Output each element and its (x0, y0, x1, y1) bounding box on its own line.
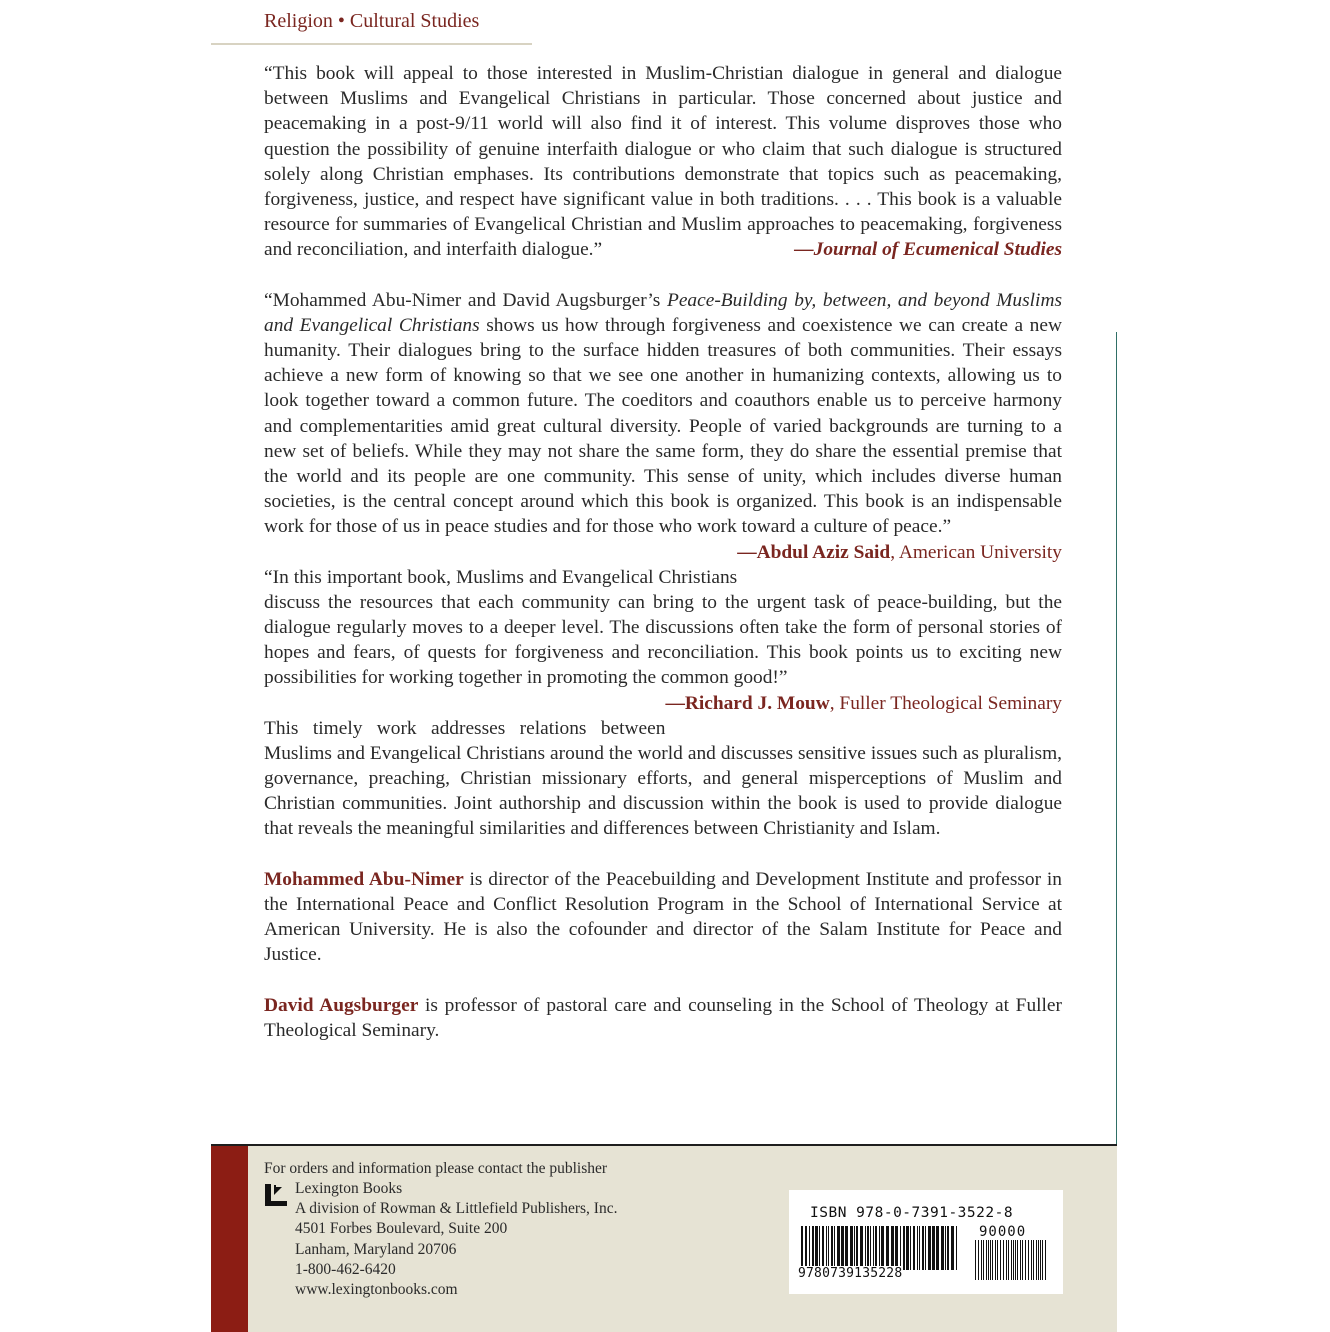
blurb-2-text-after: shows us how through forgiveness and coexistence we can create a new humanity. Their dialogues bring to the surface hidden treasures of both communities. Their essays achieve a new form of knowing so that we see one another in humanizing contexts, allowing us to look together toward a common future. The coeditors and coauthors enable us to perceive harmony and complementarities amid great cultural diversity. People of varied backgrounds are turning to a new set of beliefs. While they may not share the same form, they do share the essential premise that the world and its people are one community. This sense of unity, which includes diverse human societies, is the central concept around which this book is organized. This book is an indispensable work for those of us in peace studies and for those who work toward a culture of peace.” (264, 314, 1062, 538)
back-cover-text (264, 61, 1062, 1068)
address-line: 1-800-462-6420 (295, 1260, 396, 1278)
book-title: Peace-Building by, between, and beyond Muslims and Evangelical Christians (264, 289, 1062, 336)
address-line: 4501 Forbes Boulevard, Suite 200 (295, 1220, 508, 1238)
contact-line: For orders and information please contact the publisher (264, 1160, 608, 1177)
author-name-1: Mohammed Abu-Nimer (264, 868, 464, 890)
address-line: Lexington Books (295, 1180, 403, 1197)
publisher-address (295, 1179, 695, 1300)
blurb-3 (264, 565, 1062, 714)
lexington-books-logo-icon (264, 1183, 288, 1209)
spine-edge-rule (1116, 332, 1117, 1145)
footer-accent-bar (211, 1146, 248, 1332)
price-code: 90000 (979, 1224, 1027, 1240)
isbn-barcode (789, 1190, 1063, 1294)
author-bio-2 (264, 993, 1062, 1043)
blurb-3-source: —Richard J. Mouw, Fuller Theological Seminary (665, 692, 1062, 714)
book-description: This timely work addresses relations between Muslims and Evangelical Christians around the world and discusses sensitive issues such as pluralism, governance, preaching, Christian missionary efforts, and general misperceptions of Muslim and Christian communities. Joint authorship and discussion within the book is used to provide dialogue that reveals the meaningful similarities and differences between Christianity and Islam. (264, 717, 1062, 840)
book-category: Religion • Cultural Studies (264, 10, 480, 32)
address-line: A division of Rowman & Littlefield Publishers, Inc. (295, 1200, 618, 1218)
blurb-2-source: —Abdul Aziz Said, American University (737, 541, 1062, 563)
publisher-website: www.lexingtonbooks.com (295, 1281, 458, 1299)
blurb-1 (264, 61, 1062, 263)
publisher-contact (264, 1159, 618, 1299)
category-divider (211, 43, 532, 45)
blurb-1-source: —Journal of Ecumenical Studies (794, 239, 1062, 261)
blurb-2 (264, 288, 1062, 563)
author-name-2: David Augsburger (264, 994, 419, 1016)
author-bio-1-text: is director of the Peacebuilding and Development Institute and professor in the International Peace and Conflict Resolution Program in the School of International Service at American University. He is also the cofounder and director of the Salam Institute for Peace and Justice. (264, 868, 1062, 966)
blurb-1-text: “This book will appeal to those interested in Muslim-Christian dialogue in general and dialogue between Muslims and Evangelical Christians in particular. Those concerned about justice and peacemaking in a post-9/11 world will also find it of interest. This volume disproves those who question the possibility of genuine interfaith dialogue or who claim that such dialogue is structured solely along Christian emphases. Its contributions demonstrate that topics such as peacemaking, forgiveness, justice, and respect have significant value in both traditions. . . . This book is a valuable resource for summaries of Evangelical Christian and Muslim approaches to peacemaking, forgiveness and reconciliation, and interfaith dialogue.” (264, 63, 1062, 261)
isbn-label: ISBN 978-0-7391-3522-8 (810, 1205, 1014, 1221)
author-bio-1 (264, 867, 1062, 968)
author-bio-2-text: is professor of pastoral care and counseling in the School of Theology at Fuller Theological Seminary. (264, 994, 1062, 1041)
blurb-2-text-before: “Mohammed Abu-Nimer and David Augsburger’s (264, 289, 667, 311)
address-line: Lanham, Maryland 20706 (295, 1240, 457, 1258)
publisher-footer (211, 1144, 1117, 1332)
blurb-3-text: “In this important book, Muslims and Evangelical Christians discuss the resources that each community can bring to the urgent task of peace-building, but the dialogue regularly moves to a deeper level. The discussions often take the form of personal stories of hopes and fears, of quests for forgiveness and reconciliation. This book points us to exciting new possibilities for working together in promoting the common good!” (264, 566, 1062, 689)
ean-digits: 9780739135228 (798, 1266, 903, 1281)
